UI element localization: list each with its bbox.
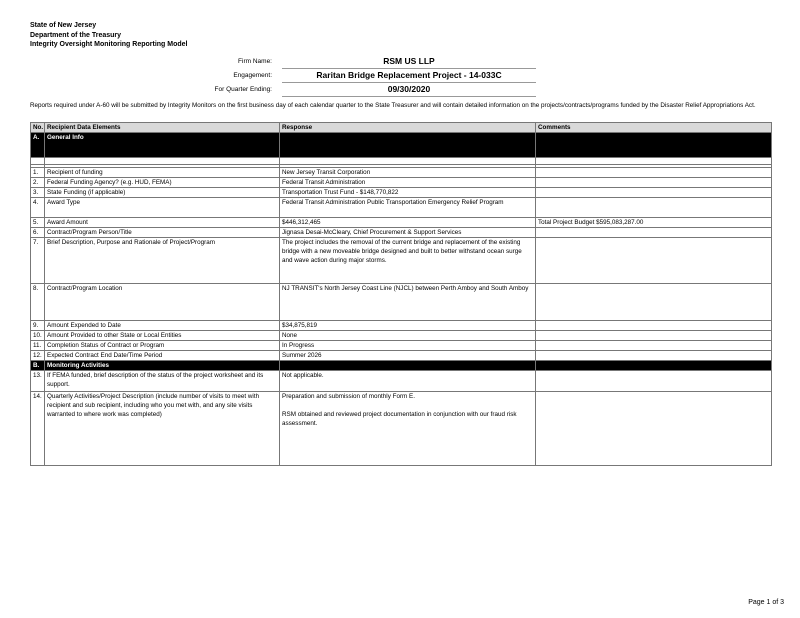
row-no: 13. [31,371,45,392]
row-no: 9. [31,321,45,331]
row-element: Contract/Program Location [45,284,280,321]
row-comments [536,321,772,331]
row-comments [536,331,772,341]
row-comments: Total Project Budget $595,083,287.00 [536,218,772,228]
intro-paragraph: Reports required under A-60 will be submitted by Integrity Monitors on the first business day of each calendar quarter to the State Treasurer and will contain detailed information on the projects/contracts/programs funded by the Disaster Relief Appropriations Act. [30,102,756,109]
table-row [31,218,772,228]
row-element: State Funding (if applicable) [45,188,280,198]
firm-name-value: RSM US LLP [282,55,536,69]
table-row [31,371,772,392]
row-element: Amount Expended to Date [45,321,280,331]
table-row [31,284,772,321]
row-response: Federal Transit Administration Public Transportation Emergency Relief Program [280,198,536,218]
header-department: Department of the Treasury [30,31,122,39]
quarter-value: 09/30/2020 [282,83,536,97]
row-response [280,392,536,466]
quarter-label: For Quarter Ending: [214,86,272,93]
row-comments [536,168,772,178]
firm-name-label: Firm Name: [238,58,272,65]
row-no: 7. [31,238,45,284]
quarter-row [100,83,540,97]
section-no: A. [31,133,45,158]
response-paragraph: Preparation and submission of monthly Form E. [282,393,415,400]
row-element: Recipient of funding [45,168,280,178]
response-paragraph: RSM obtained and reviewed project documentation in conjunction with our fraud risk assessment. [282,411,517,427]
row-element: Award Type [45,198,280,218]
recipient-data-table [30,122,772,466]
row-comments [536,392,772,466]
row-comments [536,178,772,188]
header-state: State of New Jersey [30,22,97,29]
section-title: General Info [45,133,280,158]
table-header-row [31,123,772,133]
row-comments [536,228,772,238]
report-header [30,21,188,50]
header-model: Integrity Oversight Monitoring Reporting Model [30,41,188,48]
table-row [31,198,772,218]
row-comments [536,341,772,351]
row-element: Quarterly Activities/Project Description (include number of visits to meet with recipient and sub recipient, including who you met with, and any site visits warranted to where work was completed) [45,392,280,466]
table-row [31,392,772,466]
row-response: $34,875,819 [280,321,536,331]
firm-name-row [100,55,540,69]
row-element: Brief Description, Purpose and Rationale of Project/Program [45,238,280,284]
row-element: Amount Provided to other State or Local Entities [45,331,280,341]
section-general-info [31,133,772,158]
page-number: Page 1 of 3 [748,599,784,606]
row-no: 2. [31,178,45,188]
row-response: Federal Transit Administration [280,178,536,188]
col-element-header: Recipient Data Elements [45,123,280,133]
row-no: 5. [31,218,45,228]
row-response: Transportation Trust Fund - $148,770,822 [280,188,536,198]
section-title: Monitoring Activities [45,361,280,371]
engagement-label: Engagement: [233,72,272,79]
row-response: In Progress [280,341,536,351]
row-element: If FEMA funded, brief description of the status of the project worksheet and its support. [45,371,280,392]
row-comments [536,371,772,392]
table-row [31,331,772,341]
row-response: New Jersey Transit Corporation [280,168,536,178]
row-response: $446,312,465 [280,218,536,228]
row-response: None [280,331,536,341]
section-no: B. [31,361,45,371]
row-response: Jignasa Desai-McCleary, Chief Procurement & Support Services [280,228,536,238]
table-row [31,351,772,361]
row-element: Award Amount [45,218,280,228]
table-row [31,168,772,178]
row-response: The project includes the removal of the current bridge and replacement of the existing bridge with a new moveable bridge designed and built to better withstand ocean surge and wave action during major storms. [280,238,536,284]
table-row [31,321,772,331]
row-no: 6. [31,228,45,238]
table-row [31,178,772,188]
row-comments [536,188,772,198]
row-comments [536,198,772,218]
row-no: 14. [31,392,45,466]
row-no: 1. [31,168,45,178]
table-row [31,188,772,198]
table-row [31,341,772,351]
table-row [31,238,772,284]
row-no: 8. [31,284,45,321]
section-monitoring-activities [31,361,772,371]
row-response: Summer 2026 [280,351,536,361]
row-no: 3. [31,188,45,198]
table-row [31,228,772,238]
engagement-row [100,69,540,83]
blank-row [31,158,772,165]
row-element: Expected Contract End Date/Time Period [45,351,280,361]
engagement-value: Raritan Bridge Replacement Project - 14-033C [282,69,536,83]
row-no: 10. [31,331,45,341]
row-element: Completion Status of Contract or Program [45,341,280,351]
col-comments-header: Comments [536,123,772,133]
row-comments [536,351,772,361]
row-comments [536,284,772,321]
col-response-header: Response [280,123,536,133]
row-response: NJ TRANSIT's North Jersey Coast Line (NJCL) between Perth Amboy and South Amboy [280,284,536,321]
row-no: 4. [31,198,45,218]
row-element: Contract/Program Person/Title [45,228,280,238]
row-element: Federal Funding Agency? (e.g. HUD, FEMA) [45,178,280,188]
row-no: 11. [31,341,45,351]
col-no-header: No. [31,123,45,133]
row-no: 12. [31,351,45,361]
row-comments [536,238,772,284]
row-response: Not applicable. [280,371,536,392]
